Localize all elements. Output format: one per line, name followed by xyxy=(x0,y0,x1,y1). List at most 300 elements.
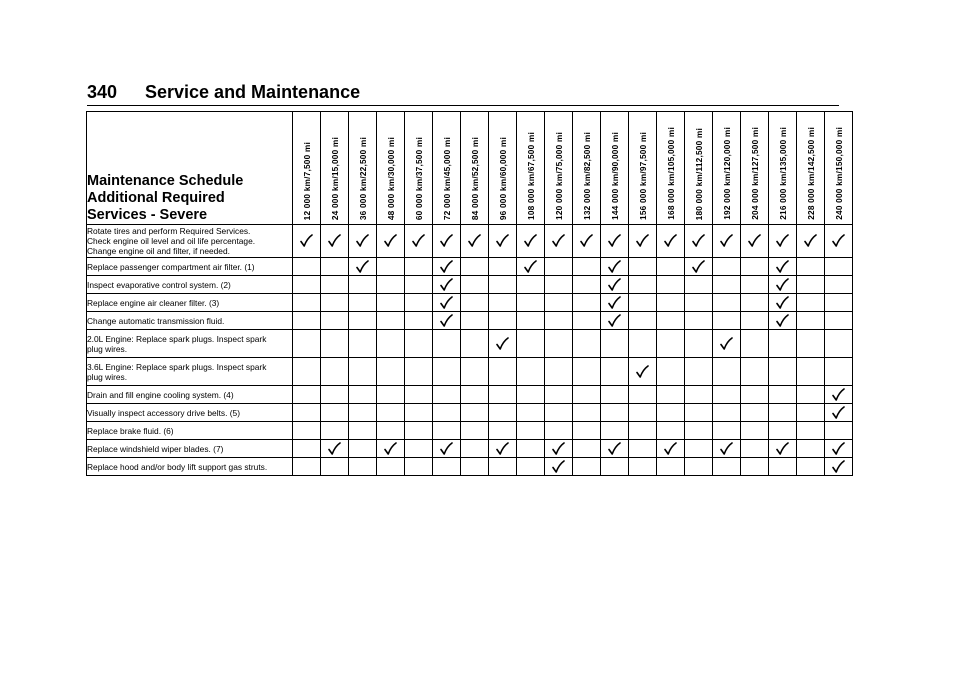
interval-cell xyxy=(517,386,545,404)
interval-cell xyxy=(797,386,825,404)
interval-cell xyxy=(685,458,713,476)
interval-cell xyxy=(293,386,321,404)
interval-cell xyxy=(433,312,461,330)
interval-cell xyxy=(601,294,629,312)
check-mark-icon xyxy=(601,260,628,274)
interval-cell xyxy=(629,386,657,404)
interval-cell xyxy=(377,294,405,312)
check-mark-icon xyxy=(713,337,740,351)
interval-cell xyxy=(517,422,545,440)
interval-cell xyxy=(573,458,601,476)
service-description-line: Visually inspect accessory drive belts. (5) xyxy=(87,407,240,418)
interval-cell xyxy=(293,258,321,276)
interval-cell xyxy=(349,458,377,476)
interval-cell xyxy=(433,422,461,440)
interval-cell xyxy=(489,386,517,404)
interval-cell xyxy=(769,225,797,258)
interval-cell xyxy=(769,330,797,358)
interval-cell xyxy=(797,404,825,422)
interval-cell xyxy=(629,276,657,294)
interval-cell xyxy=(349,294,377,312)
interval-cell xyxy=(825,422,853,440)
maintenance-schedule-table xyxy=(86,111,853,476)
interval-cell xyxy=(601,330,629,358)
interval-cell xyxy=(293,422,321,440)
table-row xyxy=(87,458,853,476)
table-row xyxy=(87,386,853,404)
table-row xyxy=(87,440,853,458)
interval-cell xyxy=(517,458,545,476)
interval-cell xyxy=(825,358,853,386)
page-header xyxy=(87,82,839,106)
column-header-label: 240 000 km/150,000 mi xyxy=(833,127,844,220)
column-header xyxy=(741,112,769,225)
interval-cell xyxy=(685,358,713,386)
check-mark-icon xyxy=(293,234,320,248)
interval-cell xyxy=(545,330,573,358)
interval-cell xyxy=(713,294,741,312)
interval-cell xyxy=(377,330,405,358)
service-description xyxy=(87,294,293,312)
interval-cell xyxy=(545,422,573,440)
interval-cell xyxy=(349,440,377,458)
interval-cell xyxy=(825,330,853,358)
interval-cell xyxy=(657,404,685,422)
check-mark-icon xyxy=(433,442,460,456)
column-header-label: 96 000 km/60,000 mi xyxy=(497,136,508,220)
table-row xyxy=(87,422,853,440)
column-header xyxy=(769,112,797,225)
interval-cell xyxy=(321,404,349,422)
interval-cell xyxy=(713,440,741,458)
column-header-label: 228 000 km/142,500 mi xyxy=(805,127,816,220)
service-description-line: Replace passenger compartment air filter. (1) xyxy=(87,261,255,272)
interval-cell xyxy=(293,404,321,422)
column-header-label: 216 000 km/135,000 mi xyxy=(777,127,788,220)
check-mark-icon xyxy=(377,234,404,248)
check-mark-icon xyxy=(433,278,460,292)
check-mark-icon xyxy=(433,296,460,310)
interval-cell xyxy=(377,312,405,330)
service-description xyxy=(87,276,293,294)
table-row xyxy=(87,330,853,358)
interval-cell xyxy=(657,294,685,312)
interval-cell xyxy=(629,404,657,422)
interval-cell xyxy=(713,225,741,258)
check-mark-icon xyxy=(545,234,572,248)
column-header-label: 108 000 km/67,500 mi xyxy=(525,132,536,220)
interval-cell xyxy=(769,312,797,330)
interval-cell xyxy=(685,294,713,312)
interval-cell xyxy=(797,358,825,386)
column-header xyxy=(293,112,321,225)
check-mark-icon xyxy=(741,234,768,248)
interval-cell xyxy=(433,294,461,312)
service-description-line: Change engine oil and filter, if needed. xyxy=(87,246,230,256)
check-mark-icon xyxy=(489,234,516,248)
column-header xyxy=(349,112,377,225)
interval-cell xyxy=(741,225,769,258)
interval-cell xyxy=(517,312,545,330)
interval-cell xyxy=(741,386,769,404)
service-description xyxy=(87,258,293,276)
service-description-line: Check engine oil level and oil life percentage. xyxy=(87,236,256,246)
interval-cell xyxy=(685,440,713,458)
interval-cell xyxy=(489,294,517,312)
service-description-line: Replace brake fluid. (6) xyxy=(87,425,174,436)
column-header xyxy=(629,112,657,225)
interval-cell xyxy=(629,258,657,276)
column-header-label: 120 000 km/75,000 mi xyxy=(553,132,564,220)
interval-cell xyxy=(293,440,321,458)
interval-cell xyxy=(769,440,797,458)
column-header-label: 144 000 km/90,000 mi xyxy=(609,132,620,220)
column-header xyxy=(797,112,825,225)
column-header-label: 12 000 km/7,500 mi xyxy=(301,141,312,220)
section-title: Service and Maintenance xyxy=(145,82,361,102)
interval-cell xyxy=(405,258,433,276)
interval-cell xyxy=(657,330,685,358)
interval-cell xyxy=(797,422,825,440)
interval-cell xyxy=(377,358,405,386)
interval-cell xyxy=(489,276,517,294)
interval-cell xyxy=(461,386,489,404)
interval-cell xyxy=(433,458,461,476)
check-mark-icon xyxy=(825,406,852,420)
service-description-line: Rotate tires and perform Required Services. xyxy=(87,226,251,236)
interval-cell xyxy=(797,258,825,276)
interval-cell xyxy=(601,358,629,386)
interval-cell xyxy=(321,258,349,276)
interval-cell xyxy=(713,386,741,404)
table-row xyxy=(87,358,853,386)
check-mark-icon xyxy=(685,260,712,274)
interval-cell xyxy=(349,358,377,386)
column-header-label: 24 000 km/15,000 mi xyxy=(329,136,340,220)
interval-cell xyxy=(657,422,685,440)
interval-cell xyxy=(741,312,769,330)
interval-cell xyxy=(629,225,657,258)
check-mark-icon xyxy=(461,234,488,248)
interval-cell xyxy=(489,358,517,386)
interval-cell xyxy=(713,422,741,440)
interval-cell xyxy=(433,386,461,404)
table-title xyxy=(87,112,293,225)
check-mark-icon xyxy=(657,234,684,248)
interval-cell xyxy=(433,258,461,276)
interval-cell xyxy=(405,294,433,312)
interval-cell xyxy=(601,312,629,330)
interval-cell xyxy=(433,404,461,422)
check-mark-icon xyxy=(769,260,796,274)
interval-cell xyxy=(573,422,601,440)
check-mark-icon xyxy=(769,314,796,328)
interval-cell xyxy=(545,440,573,458)
interval-cell xyxy=(629,422,657,440)
interval-cell xyxy=(797,276,825,294)
interval-cell xyxy=(797,330,825,358)
check-mark-icon xyxy=(601,296,628,310)
interval-cell xyxy=(461,225,489,258)
interval-cell xyxy=(601,440,629,458)
page-number: 340 xyxy=(87,82,118,102)
service-description-line: 2.0L Engine: Replace spark plugs. Inspect spark xyxy=(87,333,267,344)
service-description-line: Replace hood and/or body lift support gas struts. xyxy=(87,461,268,472)
interval-cell xyxy=(825,225,853,258)
interval-cell xyxy=(825,386,853,404)
interval-cell xyxy=(405,225,433,258)
interval-cell xyxy=(741,440,769,458)
interval-cell xyxy=(685,330,713,358)
interval-cell xyxy=(657,358,685,386)
interval-cell xyxy=(713,258,741,276)
interval-cell xyxy=(545,386,573,404)
interval-cell xyxy=(489,225,517,258)
table-row xyxy=(87,225,853,258)
interval-cell xyxy=(601,258,629,276)
column-header xyxy=(825,112,853,225)
interval-cell xyxy=(405,312,433,330)
interval-cell xyxy=(349,330,377,358)
service-description xyxy=(87,225,293,258)
check-mark-icon xyxy=(825,460,852,474)
column-header xyxy=(461,112,489,225)
interval-cell xyxy=(377,422,405,440)
interval-cell xyxy=(741,404,769,422)
interval-cell xyxy=(741,358,769,386)
interval-cell xyxy=(293,294,321,312)
interval-cell xyxy=(349,386,377,404)
interval-cell xyxy=(405,404,433,422)
check-mark-icon xyxy=(489,442,516,456)
interval-cell xyxy=(349,404,377,422)
interval-cell xyxy=(769,276,797,294)
interval-cell xyxy=(321,225,349,258)
interval-cell xyxy=(489,422,517,440)
interval-cell xyxy=(377,225,405,258)
interval-cell xyxy=(545,312,573,330)
interval-cell xyxy=(741,294,769,312)
interval-cell xyxy=(797,225,825,258)
check-mark-icon xyxy=(769,296,796,310)
interval-cell xyxy=(433,330,461,358)
interval-cell xyxy=(321,386,349,404)
interval-cell xyxy=(489,330,517,358)
check-mark-icon xyxy=(601,234,628,248)
column-header xyxy=(657,112,685,225)
column-header xyxy=(545,112,573,225)
interval-cell xyxy=(517,358,545,386)
interval-cell xyxy=(629,358,657,386)
check-mark-icon xyxy=(433,234,460,248)
interval-cell xyxy=(545,258,573,276)
interval-cell xyxy=(629,312,657,330)
interval-cell xyxy=(825,440,853,458)
service-description xyxy=(87,330,293,358)
interval-cell xyxy=(797,440,825,458)
interval-cell xyxy=(461,458,489,476)
interval-cell xyxy=(517,294,545,312)
interval-cell xyxy=(293,225,321,258)
interval-cell xyxy=(713,458,741,476)
check-mark-icon xyxy=(321,442,348,456)
interval-cell xyxy=(769,258,797,276)
interval-cell xyxy=(405,330,433,358)
interval-cell xyxy=(321,330,349,358)
service-description xyxy=(87,422,293,440)
check-mark-icon xyxy=(517,260,544,274)
interval-cell xyxy=(573,225,601,258)
interval-cell xyxy=(685,225,713,258)
interval-cell xyxy=(713,330,741,358)
service-description-line: Drain and fill engine cooling system. (4) xyxy=(87,389,234,400)
interval-cell xyxy=(685,404,713,422)
check-mark-icon xyxy=(769,442,796,456)
interval-cell xyxy=(825,458,853,476)
interval-cell xyxy=(321,422,349,440)
interval-cell xyxy=(293,358,321,386)
interval-cell xyxy=(293,330,321,358)
table-row xyxy=(87,404,853,422)
interval-cell xyxy=(517,404,545,422)
interval-cell xyxy=(321,294,349,312)
column-header-label: 180 000 km/112,500 mi xyxy=(693,127,704,220)
interval-cell xyxy=(741,330,769,358)
check-mark-icon xyxy=(713,442,740,456)
interval-cell xyxy=(377,404,405,422)
check-mark-icon xyxy=(349,234,376,248)
interval-cell xyxy=(657,258,685,276)
check-mark-icon xyxy=(601,442,628,456)
interval-cell xyxy=(517,225,545,258)
interval-cell xyxy=(797,312,825,330)
column-header xyxy=(321,112,349,225)
interval-cell xyxy=(545,294,573,312)
service-description-line: plug wires. xyxy=(87,371,128,382)
interval-cell xyxy=(825,312,853,330)
check-mark-icon xyxy=(517,234,544,248)
interval-cell xyxy=(349,225,377,258)
service-description-line: Replace engine air cleaner filter. (3) xyxy=(87,297,220,308)
interval-cell xyxy=(657,276,685,294)
interval-cell xyxy=(489,440,517,458)
column-header xyxy=(517,112,545,225)
check-mark-icon xyxy=(797,234,824,248)
interval-cell xyxy=(545,276,573,294)
service-description xyxy=(87,440,293,458)
check-mark-icon xyxy=(825,388,852,402)
service-description xyxy=(87,312,293,330)
interval-cell xyxy=(741,258,769,276)
interval-cell xyxy=(825,258,853,276)
interval-cell xyxy=(461,258,489,276)
check-mark-icon xyxy=(685,234,712,248)
interval-cell xyxy=(293,276,321,294)
column-header-label: 36 000 km/22,500 mi xyxy=(357,136,368,220)
interval-cell xyxy=(545,458,573,476)
interval-cell xyxy=(601,225,629,258)
interval-cell xyxy=(769,358,797,386)
interval-cell xyxy=(349,422,377,440)
interval-cell xyxy=(517,330,545,358)
interval-cell xyxy=(769,404,797,422)
interval-cell xyxy=(433,225,461,258)
check-mark-icon xyxy=(573,234,600,248)
column-header-label: 204 000 km/127,500 mi xyxy=(749,127,760,220)
check-mark-icon xyxy=(321,234,348,248)
interval-cell xyxy=(433,358,461,386)
interval-cell xyxy=(713,312,741,330)
interval-cell xyxy=(685,422,713,440)
interval-cell xyxy=(629,458,657,476)
interval-cell xyxy=(517,440,545,458)
interval-cell xyxy=(713,404,741,422)
check-mark-icon xyxy=(825,234,852,248)
interval-cell xyxy=(405,276,433,294)
check-mark-icon xyxy=(377,442,404,456)
interval-cell xyxy=(601,458,629,476)
interval-cell xyxy=(321,358,349,386)
check-mark-icon xyxy=(545,460,572,474)
interval-cell xyxy=(657,386,685,404)
column-header xyxy=(405,112,433,225)
interval-cell xyxy=(377,440,405,458)
interval-cell xyxy=(489,458,517,476)
column-header xyxy=(489,112,517,225)
interval-cell xyxy=(741,422,769,440)
interval-cell xyxy=(489,258,517,276)
check-mark-icon xyxy=(433,260,460,274)
interval-cell xyxy=(349,258,377,276)
column-header-label: 60 000 km/37,500 mi xyxy=(413,136,424,220)
interval-cell xyxy=(545,225,573,258)
interval-cell xyxy=(769,458,797,476)
interval-cell xyxy=(685,386,713,404)
interval-cell xyxy=(405,386,433,404)
interval-cell xyxy=(461,276,489,294)
interval-cell xyxy=(433,440,461,458)
service-description-line: Replace windshield wiper blades. (7) xyxy=(87,443,224,454)
column-header xyxy=(713,112,741,225)
check-mark-icon xyxy=(601,278,628,292)
interval-cell xyxy=(461,294,489,312)
interval-cell xyxy=(545,358,573,386)
column-header xyxy=(685,112,713,225)
interval-cell xyxy=(601,386,629,404)
service-description xyxy=(87,458,293,476)
interval-cell xyxy=(293,458,321,476)
interval-cell xyxy=(461,312,489,330)
interval-cell xyxy=(629,330,657,358)
service-description-line: Change automatic transmission fluid. xyxy=(87,315,225,326)
interval-cell xyxy=(461,422,489,440)
interval-cell xyxy=(405,358,433,386)
interval-cell xyxy=(293,312,321,330)
interval-cell xyxy=(489,404,517,422)
interval-cell xyxy=(433,276,461,294)
interval-cell xyxy=(629,440,657,458)
service-description-line: plug wires. xyxy=(87,343,128,354)
check-mark-icon xyxy=(769,278,796,292)
interval-cell xyxy=(573,358,601,386)
check-mark-icon xyxy=(433,314,460,328)
interval-cell xyxy=(377,276,405,294)
interval-cell xyxy=(377,386,405,404)
service-description xyxy=(87,358,293,386)
check-mark-icon xyxy=(825,442,852,456)
column-header-label: 156 000 km/97,500 mi xyxy=(637,132,648,220)
column-header-label: 192 000 km/120,000 mi xyxy=(721,127,732,220)
